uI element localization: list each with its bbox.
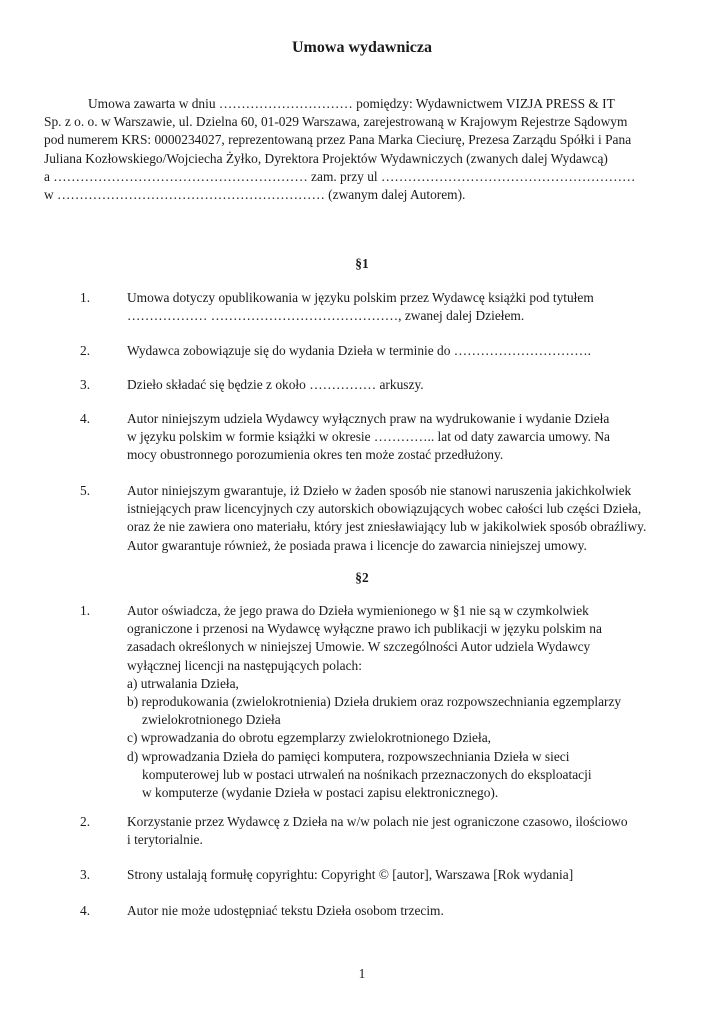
item-number: 5. [80, 483, 91, 498]
item-line: ograniczone i przenosi na Wydawcę wyłączne prawo ich publikacji w języku polskim na [127, 621, 602, 637]
item-line: istniejących praw licencyjnych czy autorskich obowiązujących wobec całości lub części Dzieła, [127, 501, 642, 517]
list-point-b: b) reprodukowania (zwielokrotnienia) Dzieła drukiem oraz rozpowszechniania egzemplarzy [127, 694, 622, 710]
intro-line: Juliana Kozłowskiego/Wojciecha Żyłko, Dyrektora Projektów Wydawniczych (zwanych dalej Wydawcą) [44, 150, 608, 166]
item-line: Strony ustalają formułę copyrightu: Copyright © [autor], Warszawa [Rok wydania] [127, 867, 574, 882]
item-number: 3. [80, 867, 91, 882]
item-line: oraz że nie zawiera ono materiału, który jest zniesławiający lub w jakikolwiek sposób obraźliwy. [127, 519, 647, 535]
item-line: zasadach określonych w niniejszej Umowie. W szczególności Autor udziela Wydawcy [127, 639, 591, 655]
item-number: 4. [80, 411, 91, 426]
section-1-heading: §1 [355, 256, 369, 271]
intro-paragraph [44, 95, 684, 204]
item-number: 1. [80, 290, 91, 305]
item-line: Autor niniejszym gwarantuje, iż Dzieło w żaden sposób nie stanowi naruszenia jakichkolwiek [127, 483, 632, 498]
item-number: 2. [80, 343, 91, 358]
item-number: 2. [80, 814, 91, 829]
intro-line: Umowa zawarta w dniu ………………………… pomiędzy: Wydawnictwem VIZJA PRESS & IT [88, 96, 615, 111]
intro-line: Sp. z o. o. w Warszawie, ul. Dzielna 60, 01-029 Warszawa, zarejestrowaną w Krajowym Rejestrze Sądowym [44, 114, 628, 130]
intro-line: a ………………………………………………… zam. przy ul ………………………………………………… [44, 168, 636, 184]
document-title: Umowa wydawnicza [292, 39, 432, 56]
intro-line: w …………………………………………………… (zwanym dalej Autorem). [44, 187, 466, 203]
item-line: Wydawca zobowiązuje się do wydania Dzieła w terminie do …………………………. [127, 343, 592, 358]
item-line: Autor nie może udostępniać tekstu Dzieła osobom trzecim. [127, 903, 444, 918]
list-point-c: c) wprowadzania do obrotu egzemplarzy zwielokrotnionego Dzieła, [127, 730, 492, 746]
item-number: 3. [80, 377, 91, 392]
item-line: i terytorialnie. [127, 832, 203, 848]
item-line: wyłącznej licencji na następujących polach: [127, 657, 362, 673]
item-line: w języku polskim w formie książki w okresie ………….. lat od daty zawarcia umowy. Na [127, 429, 610, 445]
item-number: 4. [80, 903, 91, 918]
item-line: ……………… ……………………………………, zwanej dalej Dziełem. [127, 308, 525, 324]
page-number: 1 [358, 966, 366, 981]
item-line: Autor oświadcza, że jego prawa do Dzieła wymienionego w §1 nie są w czymkolwiek [127, 603, 589, 618]
item-line: mocy obustronnego porozumienia okres ten może zostać przedłużony. [127, 447, 504, 463]
section-2-heading: §2 [355, 570, 369, 585]
item-line: Autor niniejszym udziela Wydawcy wyłącznych praw na wydrukowanie i wydanie Dzieła [127, 411, 610, 426]
list-point-d: d) wprowadzania Dzieła do pamięci komputera, rozpowszechniania Dzieła w sieci [127, 748, 570, 764]
item-line: Dzieło składać się będzie z około …………… arkuszy. [127, 377, 424, 392]
intro-line: pod numerem KRS: 0000234027, reprezentowaną przez Pana Marka Cieciurę, Prezesa Zarządu Spółki i Pana [44, 132, 632, 148]
item-number: 1. [80, 603, 91, 618]
list-point-b-continued: zwielokrotnionego Dzieła [142, 712, 281, 728]
list-point-a: a) utrwalania Dzieła, [127, 675, 239, 691]
item-line: Umowa dotyczy opublikowania w języku polskim przez Wydawcę książki pod tytułem [127, 290, 594, 305]
list-point-d-continued: komputerowej lub w postaci utrwaleń na nośnikach przeznaczonych do eksploatacji [142, 766, 592, 782]
item-line: Korzystanie przez Wydawcę z Dzieła na w/w polach nie jest ograniczone czasowo, ilościowo [127, 814, 628, 829]
item-line: Autor gwarantuje również, że posiada prawa i licencje do zawarcia niniejszej umowy. [127, 537, 587, 553]
list-point-d-continued: w komputerze (wydanie Dzieła w postaci zapisu elektronicznego). [142, 785, 499, 801]
